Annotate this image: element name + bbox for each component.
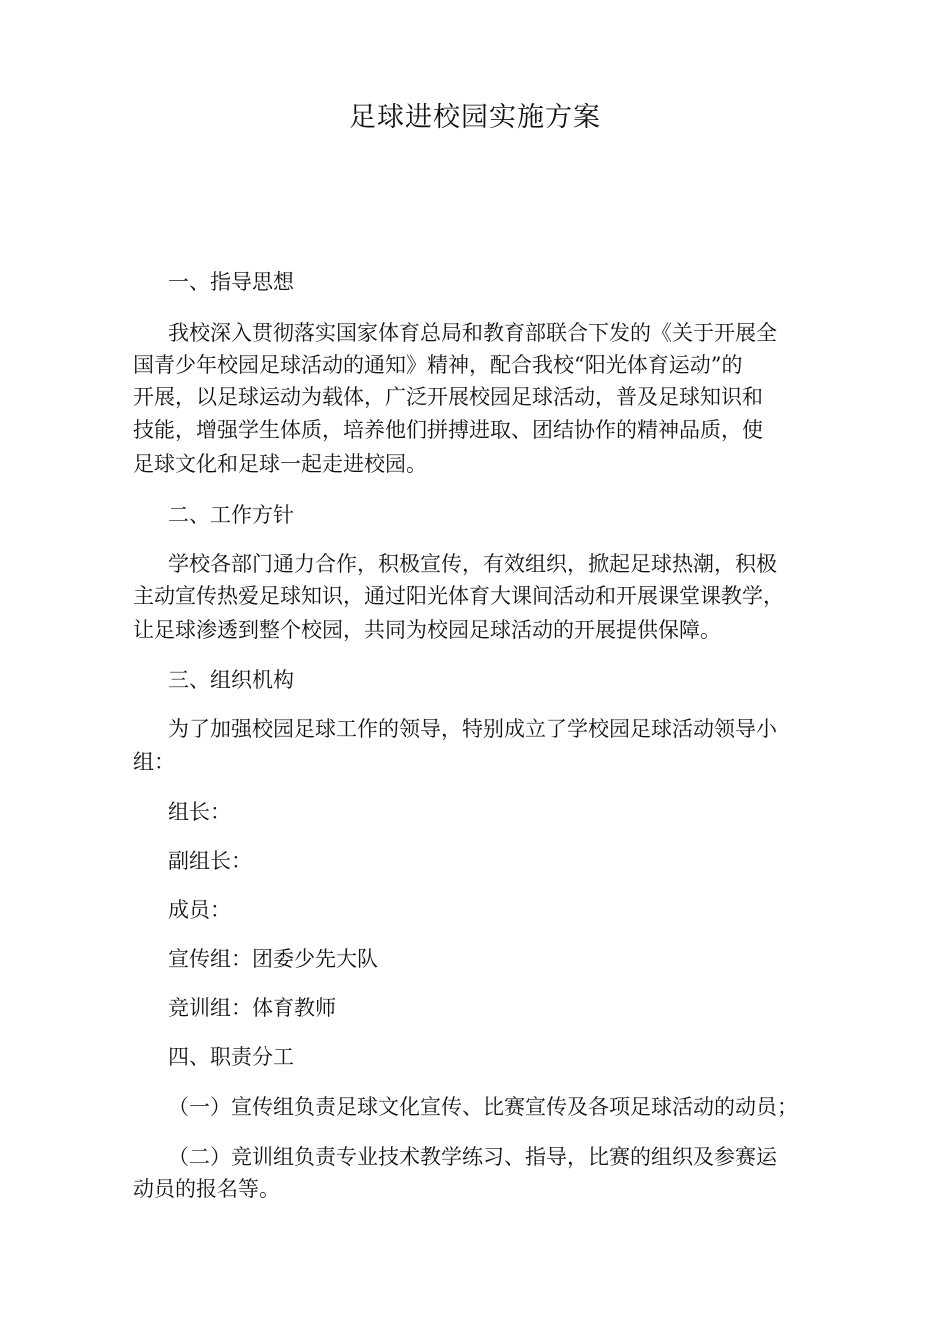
responsibility-item-1: （一）宣传组负责足球文化宣传、比赛宣传及各项足球活动的动员； xyxy=(168,1095,798,1119)
document-title: 足球进校园实施方案 xyxy=(349,102,601,133)
paragraph-line: 足球文化和足球一起走进校园。 xyxy=(133,452,427,476)
paragraph-line: 技能，增强学生体质，培养他们拼搏进取、团结协作的精神品质，使 xyxy=(133,418,763,442)
role-publicity-group: 宣传组：团委少先大队 xyxy=(168,947,378,971)
paragraph-line: 组： xyxy=(133,750,175,774)
paragraph-line: 让足球渗透到整个校园，共同为校园足球活动的开展提供保障。 xyxy=(133,618,721,642)
role-training-group: 竞训组：体育教师 xyxy=(168,996,336,1020)
paragraph-line: 学校各部门通力合作，积极宣传，有效组织，掀起足球热潮，积极 xyxy=(168,552,777,576)
paragraph-line: 我校深入贯彻落实国家体育总局和教育部联合下发的《关于开展全 xyxy=(168,321,777,345)
paragraph-line: 国青少年校园足球活动的通知》精神，配合我校“阳光体育运动”的 xyxy=(133,353,743,377)
paragraph-line: 动员的报名等。 xyxy=(133,1177,280,1201)
paragraph-line: 主动宣传热爱足球知识，通过阳光体育大课间活动和开展课堂课教学， xyxy=(133,584,784,608)
paragraph-line: 开展，以足球运动为载体，广泛开展校园足球活动，普及足球知识和 xyxy=(133,385,763,409)
paragraph-line: 为了加强校园足球工作的领导，特别成立了学校园足球活动领导小 xyxy=(168,717,777,741)
section-heading-responsibilities: 四、职责分工 xyxy=(168,1045,294,1069)
section-heading-work-policy: 二、工作方针 xyxy=(168,503,294,527)
responsibility-item-2: （二）竞训组负责专业技术教学练习、指导，比赛的组织及参赛运 xyxy=(168,1145,777,1169)
role-deputy-leader: 副组长： xyxy=(168,849,252,873)
role-members: 成员： xyxy=(168,898,231,922)
section-heading-organization: 三、组织机构 xyxy=(168,668,294,692)
section-heading-guiding-ideology: 一、指导思想 xyxy=(168,270,294,294)
role-leader: 组长： xyxy=(168,800,231,824)
